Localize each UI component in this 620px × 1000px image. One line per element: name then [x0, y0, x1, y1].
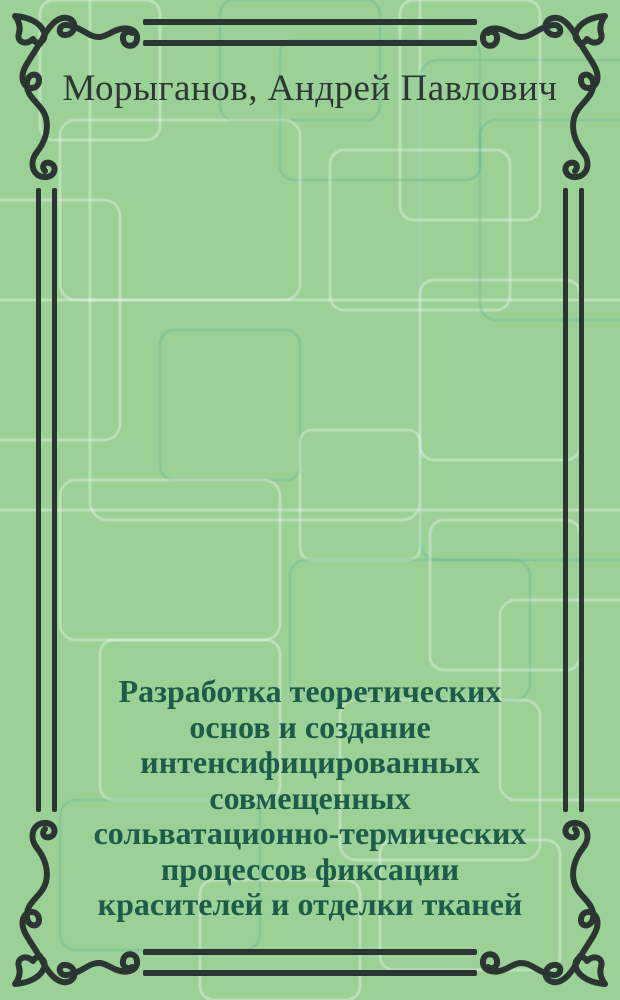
title-line: сольватационно-термических: [93, 815, 527, 851]
title-line: основ и создание: [189, 708, 431, 745]
author-name: Морыганов, Андрей Павлович: [62, 68, 558, 109]
title-line: Разработка теоретических: [118, 673, 502, 709]
border-line-bottom-outer: [143, 970, 477, 976]
border-line-top-inner: [143, 40, 477, 46]
title-line: совмещенных: [209, 779, 411, 816]
title-line: интенсифицированных: [140, 744, 480, 780]
title-line: красителей и отделки тканей: [97, 886, 523, 922]
border-line-bottom-inner: [143, 949, 477, 955]
book-title: [0, 674, 620, 923]
title-line: процессов фиксации: [160, 850, 460, 887]
border-line-top-outer: [143, 19, 477, 25]
